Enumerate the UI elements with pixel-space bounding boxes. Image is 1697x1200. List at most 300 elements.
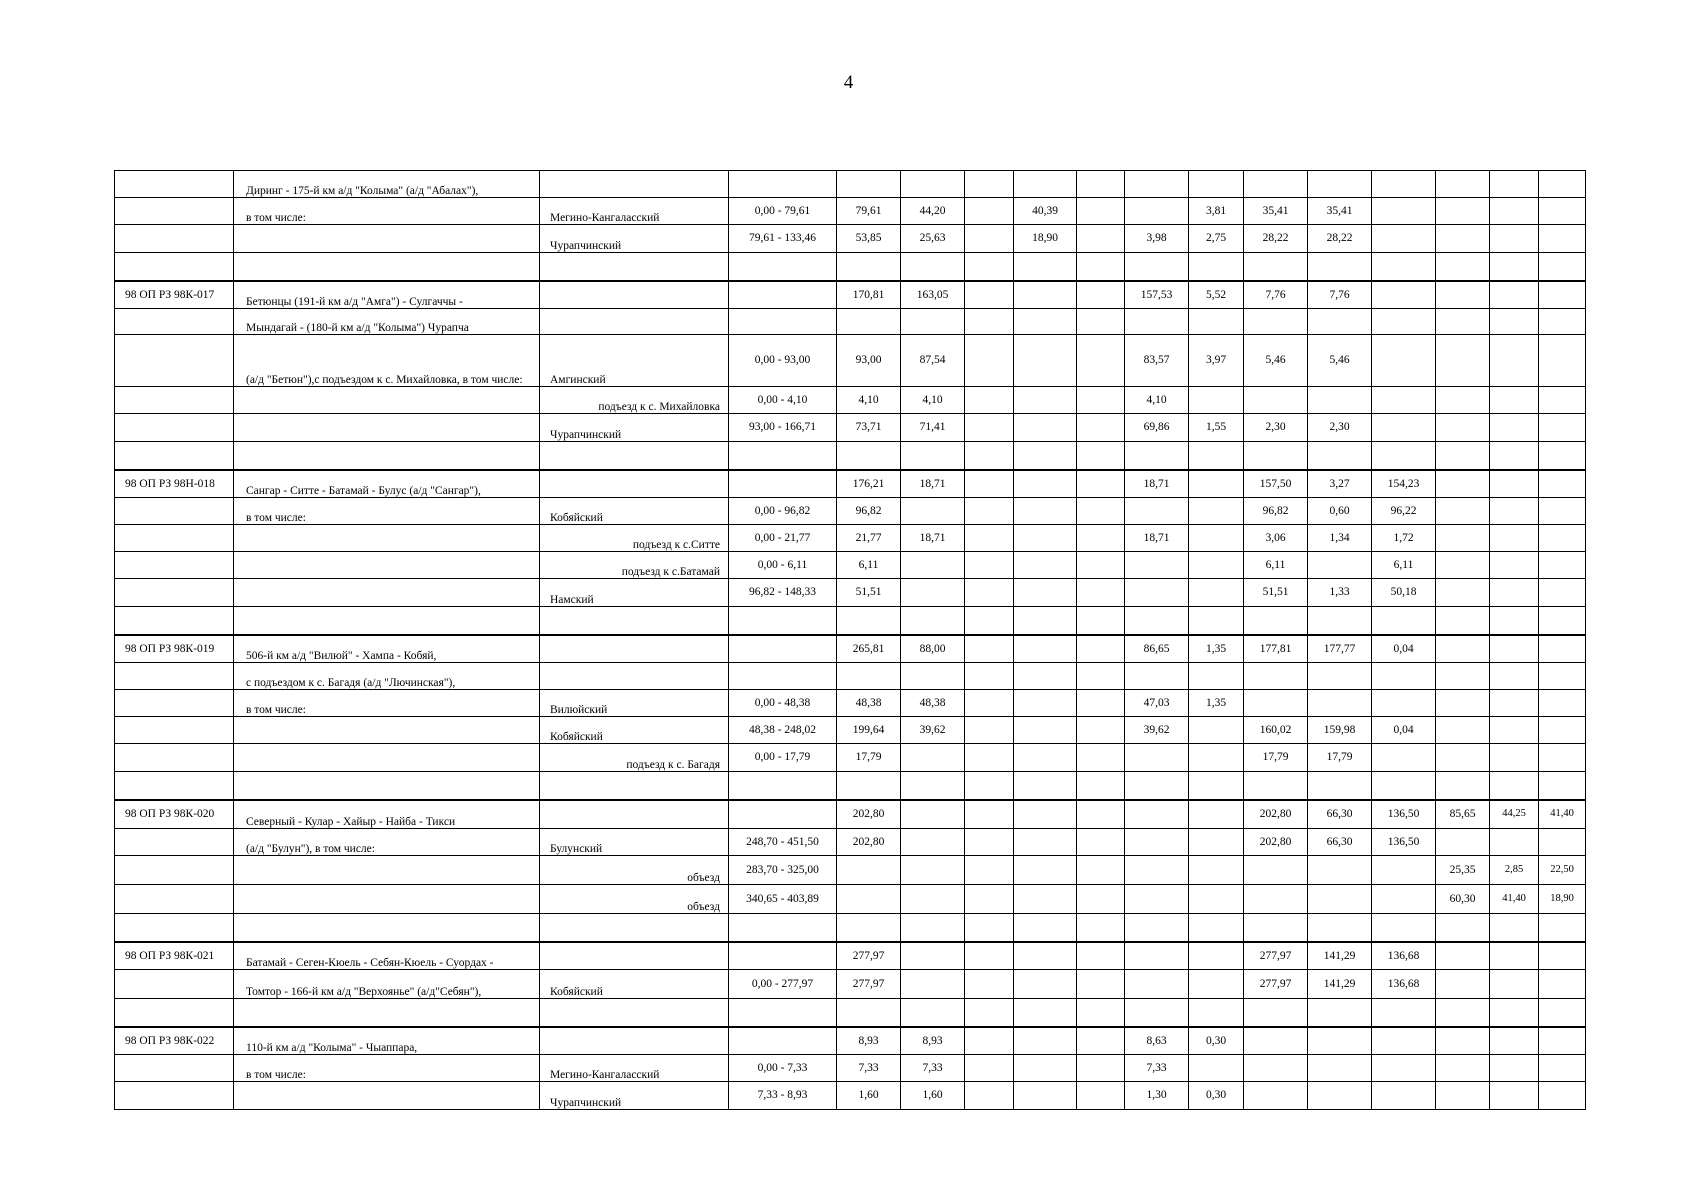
value-cell: [965, 856, 1014, 885]
value-cell: 47,03: [1125, 690, 1189, 717]
value-cell: [1490, 1027, 1539, 1055]
value-cell: [1014, 498, 1077, 525]
district-cell: Мегино-Кангаласский: [540, 1055, 729, 1082]
value-cell: [965, 885, 1014, 914]
distance-range-cell: [729, 772, 837, 800]
value-cell: [1539, 829, 1586, 856]
road-name-cell: [234, 579, 540, 607]
value-cell: 51,51: [1244, 579, 1308, 607]
value-cell: [1539, 942, 1586, 970]
value-cell: 17,79: [837, 744, 901, 772]
value-cell: 199,64: [837, 717, 901, 744]
value-cell: [901, 498, 965, 525]
value-cell: [1490, 970, 1539, 999]
value-cell: [1244, 856, 1308, 885]
value-cell: [965, 552, 1014, 579]
table-row: [115, 635, 1586, 663]
value-cell: [1490, 309, 1539, 335]
table-row: [115, 829, 1586, 856]
value-cell: [1125, 829, 1189, 856]
distance-range-cell: [729, 663, 837, 690]
value-cell: [1490, 525, 1539, 552]
value-cell: [1014, 171, 1077, 198]
value-cell: 25,63: [901, 225, 965, 253]
distance-range-cell: 79,61 - 133,46: [729, 225, 837, 253]
distance-range-cell: [729, 635, 837, 663]
value-cell: [1372, 309, 1436, 335]
value-cell: [1539, 772, 1586, 800]
value-cell: 141,29: [1308, 970, 1372, 999]
value-cell: [837, 914, 901, 942]
road-name-cell: [234, 999, 540, 1027]
value-cell: 4,10: [901, 387, 965, 414]
table-row: [115, 744, 1586, 772]
value-cell: 96,82: [1244, 498, 1308, 525]
value-cell: 41,40: [1539, 800, 1586, 829]
value-cell: [965, 387, 1014, 414]
distance-range-cell: 0,00 - 93,00: [729, 335, 837, 387]
value-cell: 0,30: [1189, 1027, 1244, 1055]
table-row: [115, 772, 1586, 800]
value-cell: [1189, 1055, 1244, 1082]
value-cell: [1539, 470, 1586, 498]
value-cell: [1244, 387, 1308, 414]
value-cell: [1189, 999, 1244, 1027]
value-cell: [1308, 772, 1372, 800]
value-cell: [1244, 999, 1308, 1027]
value-cell: [1014, 387, 1077, 414]
district-cell: [540, 942, 729, 970]
value-cell: 3,06: [1244, 525, 1308, 552]
value-cell: 4,10: [1125, 387, 1189, 414]
value-cell: [1014, 442, 1077, 470]
value-cell: [1125, 498, 1189, 525]
value-cell: [1436, 552, 1490, 579]
value-cell: 159,98: [1308, 717, 1372, 744]
value-cell: 53,85: [837, 225, 901, 253]
value-cell: [1077, 970, 1125, 999]
table-row: [115, 552, 1586, 579]
value-cell: 96,82: [837, 498, 901, 525]
road-code-cell: [115, 579, 234, 607]
distance-range-cell: [729, 607, 837, 635]
district-cell: [540, 999, 729, 1027]
value-cell: [1014, 552, 1077, 579]
value-cell: [901, 552, 965, 579]
value-cell: [1490, 335, 1539, 387]
district-cell: [540, 772, 729, 800]
value-cell: [1539, 914, 1586, 942]
distance-range-cell: [729, 1027, 837, 1055]
value-cell: [1372, 171, 1436, 198]
value-cell: [1436, 717, 1490, 744]
distance-range-cell: [729, 999, 837, 1027]
value-cell: [1077, 253, 1125, 281]
value-cell: 86,65: [1125, 635, 1189, 663]
value-cell: [1014, 525, 1077, 552]
value-cell: [965, 414, 1014, 442]
distance-range-cell: 248,70 - 451,50: [729, 829, 837, 856]
value-cell: 39,62: [901, 717, 965, 744]
value-cell: [1490, 607, 1539, 635]
value-cell: [1539, 281, 1586, 309]
road-name-cell: [234, 744, 540, 772]
value-cell: [837, 171, 901, 198]
value-cell: [1244, 914, 1308, 942]
distance-range-cell: [729, 309, 837, 335]
value-cell: [1490, 1055, 1539, 1082]
distance-range-cell: [729, 942, 837, 970]
district-cell: объезд: [540, 856, 729, 885]
value-cell: [1125, 552, 1189, 579]
value-cell: 17,79: [1308, 744, 1372, 772]
value-cell: [1372, 690, 1436, 717]
distance-range-cell: 0,00 - 96,82: [729, 498, 837, 525]
distance-range-cell: 0,00 - 21,77: [729, 525, 837, 552]
value-cell: [901, 829, 965, 856]
value-cell: [1125, 970, 1189, 999]
value-cell: 35,41: [1244, 198, 1308, 225]
district-cell: Кобяйский: [540, 498, 729, 525]
value-cell: [901, 800, 965, 829]
value-cell: 83,57: [1125, 335, 1189, 387]
value-cell: 3,98: [1125, 225, 1189, 253]
value-cell: [1077, 942, 1125, 970]
value-cell: [1490, 942, 1539, 970]
value-cell: [1490, 171, 1539, 198]
value-cell: [901, 607, 965, 635]
road-code-cell: [115, 970, 234, 999]
road-name-cell: [234, 253, 540, 281]
district-cell: [540, 663, 729, 690]
value-cell: [1077, 772, 1125, 800]
value-cell: [1244, 171, 1308, 198]
value-cell: [1308, 1082, 1372, 1110]
value-cell: [1125, 171, 1189, 198]
value-cell: [1014, 970, 1077, 999]
value-cell: 3,97: [1189, 335, 1244, 387]
value-cell: [965, 470, 1014, 498]
value-cell: [965, 829, 1014, 856]
value-cell: [1014, 690, 1077, 717]
road-name-cell: (а/д "Булун"), в том числе:: [234, 829, 540, 856]
road-name-cell: в том числе:: [234, 198, 540, 225]
value-cell: 71,41: [901, 414, 965, 442]
value-cell: [1014, 1082, 1077, 1110]
road-code-cell: [115, 414, 234, 442]
value-cell: [1436, 607, 1490, 635]
value-cell: 6,11: [837, 552, 901, 579]
distance-range-cell: [729, 171, 837, 198]
value-cell: [965, 253, 1014, 281]
road-name-cell: [234, 885, 540, 914]
value-cell: [1077, 1082, 1125, 1110]
value-cell: [1539, 970, 1586, 999]
value-cell: [965, 942, 1014, 970]
value-cell: [1125, 253, 1189, 281]
value-cell: [1490, 198, 1539, 225]
value-cell: [1308, 607, 1372, 635]
value-cell: [1244, 885, 1308, 914]
road-name-cell: [234, 717, 540, 744]
table-row: [115, 717, 1586, 744]
district-cell: [540, 607, 729, 635]
value-cell: [1014, 1055, 1077, 1082]
value-cell: [837, 885, 901, 914]
value-cell: [1539, 690, 1586, 717]
value-cell: 157,50: [1244, 470, 1308, 498]
value-cell: [1125, 800, 1189, 829]
value-cell: [837, 607, 901, 635]
road-name-cell: Северный - Кулар - Хайыр - Найба - Тикси: [234, 800, 540, 829]
value-cell: [1308, 690, 1372, 717]
value-cell: [1014, 253, 1077, 281]
value-cell: 25,35: [1436, 856, 1490, 885]
value-cell: [1077, 387, 1125, 414]
value-cell: [1189, 800, 1244, 829]
value-cell: [1308, 999, 1372, 1027]
value-cell: [1189, 856, 1244, 885]
value-cell: [1539, 387, 1586, 414]
value-cell: 18,71: [901, 525, 965, 552]
value-cell: [1189, 942, 1244, 970]
value-cell: [1436, 772, 1490, 800]
value-cell: [1189, 663, 1244, 690]
value-cell: [1372, 856, 1436, 885]
value-cell: [1077, 525, 1125, 552]
value-cell: 93,00: [837, 335, 901, 387]
value-cell: 7,76: [1308, 281, 1372, 309]
value-cell: [1436, 309, 1490, 335]
table-row: [115, 414, 1586, 442]
district-cell: подъезд к с. Михайловка: [540, 387, 729, 414]
value-cell: [1077, 414, 1125, 442]
value-cell: 1,72: [1372, 525, 1436, 552]
value-cell: [1244, 772, 1308, 800]
distance-range-cell: [729, 442, 837, 470]
value-cell: [1436, 498, 1490, 525]
value-cell: [965, 663, 1014, 690]
value-cell: [1308, 914, 1372, 942]
value-cell: 88,00: [901, 635, 965, 663]
value-cell: 8,93: [837, 1027, 901, 1055]
value-cell: 51,51: [837, 579, 901, 607]
value-cell: [1539, 414, 1586, 442]
district-cell: Чурапчинский: [540, 1082, 729, 1110]
distance-range-cell: [729, 914, 837, 942]
value-cell: [1014, 744, 1077, 772]
value-cell: [1189, 253, 1244, 281]
value-cell: 0,30: [1189, 1082, 1244, 1110]
value-cell: [965, 635, 1014, 663]
value-cell: [1436, 999, 1490, 1027]
road-name-cell: [234, 525, 540, 552]
value-cell: [1014, 309, 1077, 335]
table-row: [115, 470, 1586, 498]
value-cell: [1372, 281, 1436, 309]
value-cell: [1125, 999, 1189, 1027]
district-cell: Амгинский: [540, 335, 729, 387]
road-name-cell: Диринг - 175-й км а/д "Колыма" (а/д "Абалах"),: [234, 171, 540, 198]
value-cell: [1436, 1055, 1490, 1082]
table-row: [115, 999, 1586, 1027]
district-cell: Вилюйский: [540, 690, 729, 717]
value-cell: [1539, 635, 1586, 663]
value-cell: [1308, 171, 1372, 198]
value-cell: [1539, 663, 1586, 690]
value-cell: [1077, 800, 1125, 829]
value-cell: [1077, 281, 1125, 309]
road-code-cell: [115, 225, 234, 253]
value-cell: [1490, 914, 1539, 942]
value-cell: 48,38: [901, 690, 965, 717]
value-cell: [1372, 1082, 1436, 1110]
value-cell: [1539, 1055, 1586, 1082]
value-cell: [1372, 663, 1436, 690]
road-code-cell: [115, 525, 234, 552]
value-cell: 18,90: [1539, 885, 1586, 914]
road-code-cell: [115, 1055, 234, 1082]
value-cell: [1436, 171, 1490, 198]
value-cell: [1077, 171, 1125, 198]
road-name-cell: (а/д "Бетюн"),с подъездом к с. Михайловка, в том числе:: [234, 335, 540, 387]
value-cell: [1490, 635, 1539, 663]
value-cell: 141,29: [1308, 942, 1372, 970]
value-cell: [1436, 914, 1490, 942]
district-cell: подъезд к с. Багадя: [540, 744, 729, 772]
table-row: [115, 387, 1586, 414]
value-cell: 170,81: [837, 281, 901, 309]
value-cell: [1244, 1027, 1308, 1055]
value-cell: [1436, 253, 1490, 281]
district-cell: Чурапчинский: [540, 225, 729, 253]
value-cell: [1014, 800, 1077, 829]
district-cell: [540, 800, 729, 829]
value-cell: [1436, 1027, 1490, 1055]
value-cell: [1077, 717, 1125, 744]
value-cell: [1490, 387, 1539, 414]
value-cell: [1539, 525, 1586, 552]
distance-range-cell: 0,00 - 277,97: [729, 970, 837, 999]
table-row: [115, 800, 1586, 829]
value-cell: 8,63: [1125, 1027, 1189, 1055]
value-cell: [965, 970, 1014, 999]
value-cell: 277,97: [1244, 970, 1308, 999]
value-cell: [1490, 999, 1539, 1027]
value-cell: [1125, 772, 1189, 800]
value-cell: 5,46: [1308, 335, 1372, 387]
value-cell: [1436, 744, 1490, 772]
value-cell: [1308, 1027, 1372, 1055]
value-cell: [1308, 1055, 1372, 1082]
road-code-cell: [115, 914, 234, 942]
value-cell: [1436, 663, 1490, 690]
value-cell: [1125, 579, 1189, 607]
road-name-cell: [234, 387, 540, 414]
value-cell: [965, 198, 1014, 225]
value-cell: [1125, 198, 1189, 225]
district-cell: [540, 442, 729, 470]
value-cell: 1,33: [1308, 579, 1372, 607]
value-cell: [965, 281, 1014, 309]
value-cell: [1077, 829, 1125, 856]
distance-range-cell: 283,70 - 325,00: [729, 856, 837, 885]
table-row: [115, 198, 1586, 225]
value-cell: [1372, 744, 1436, 772]
value-cell: [1189, 309, 1244, 335]
road-name-cell: [234, 552, 540, 579]
value-cell: 265,81: [837, 635, 901, 663]
distance-range-cell: [729, 470, 837, 498]
distance-range-cell: [729, 253, 837, 281]
value-cell: 44,25: [1490, 800, 1539, 829]
road-name-cell: Батамай - Сеген-Кюель - Себян-Кюель - Суордах -: [234, 942, 540, 970]
value-cell: 277,97: [837, 942, 901, 970]
road-name-cell: Бетюнцы (191-й км а/д "Амга") - Сулгаччы -: [234, 281, 540, 309]
value-cell: [901, 744, 965, 772]
value-cell: [965, 607, 1014, 635]
value-cell: [1189, 552, 1244, 579]
value-cell: [837, 856, 901, 885]
district-cell: Булунский: [540, 829, 729, 856]
value-cell: [1436, 414, 1490, 442]
road-code-cell: [115, 885, 234, 914]
value-cell: [1014, 470, 1077, 498]
value-cell: [901, 171, 965, 198]
district-cell: объезд: [540, 885, 729, 914]
road-code-cell: 98 ОП РЗ 98Н-018: [115, 470, 234, 498]
value-cell: [1125, 914, 1189, 942]
value-cell: 0,04: [1372, 635, 1436, 663]
distance-range-cell: 0,00 - 48,38: [729, 690, 837, 717]
value-cell: [965, 1027, 1014, 1055]
table-row: [115, 1055, 1586, 1082]
value-cell: [1077, 999, 1125, 1027]
value-cell: [1436, 225, 1490, 253]
district-cell: подъезд к с.Батамай: [540, 552, 729, 579]
distance-range-cell: 340,65 - 403,89: [729, 885, 837, 914]
value-cell: 0,04: [1372, 717, 1436, 744]
value-cell: [1189, 717, 1244, 744]
value-cell: 154,23: [1372, 470, 1436, 498]
table-row: [115, 442, 1586, 470]
value-cell: [1539, 171, 1586, 198]
value-cell: 5,46: [1244, 335, 1308, 387]
value-cell: [1539, 1027, 1586, 1055]
road-code-cell: [115, 387, 234, 414]
value-cell: 277,97: [837, 970, 901, 999]
value-cell: [965, 690, 1014, 717]
value-cell: [1077, 744, 1125, 772]
district-cell: [540, 635, 729, 663]
value-cell: 177,81: [1244, 635, 1308, 663]
value-cell: 3,81: [1189, 198, 1244, 225]
value-cell: [901, 885, 965, 914]
district-cell: Намский: [540, 579, 729, 607]
value-cell: [1539, 744, 1586, 772]
value-cell: [1125, 442, 1189, 470]
value-cell: [1014, 717, 1077, 744]
road-code-cell: [115, 335, 234, 387]
value-cell: [1077, 856, 1125, 885]
table-row: [115, 885, 1586, 914]
road-name-cell: 110-й км а/д "Колыма" - Чыаппара,: [234, 1027, 540, 1055]
value-cell: [1077, 579, 1125, 607]
page-number: 4: [843, 72, 854, 93]
value-cell: [1014, 914, 1077, 942]
road-code-cell: 98 ОП РЗ 98К-020: [115, 800, 234, 829]
value-cell: 136,50: [1372, 800, 1436, 829]
